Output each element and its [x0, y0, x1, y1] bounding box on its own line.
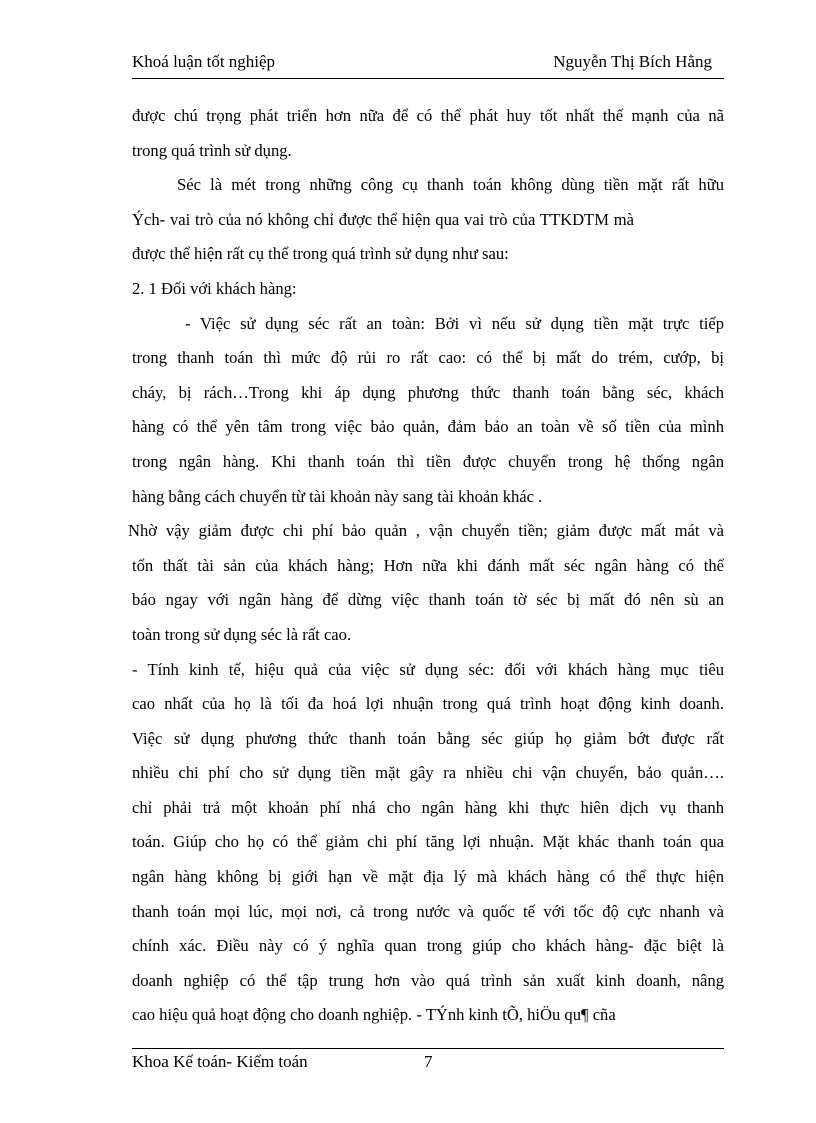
- body-line: Séc là mét trong những công cụ thanh toán không dùng tiền mặt rất hữu: [177, 175, 724, 195]
- body-line: tổn thất tài sản của khách hàng; Hơn nữa khi đánh mất séc ngân hàng có thể: [132, 555, 724, 575]
- body-line: toàn trong sử dụng séc là rất cao.: [132, 624, 352, 644]
- body-line: toán. Giúp cho họ có thể giảm chi phí tăng lợi nhuận. Mặt khác thanh toán qua: [132, 832, 724, 852]
- body-line: thanh toán mọi lúc, mọi nơi, cả trong nước và quốc tế với tốc độ cực nhanh và: [132, 901, 724, 921]
- body-line: chính xác. Điều này có ý nghĩa quan trong giúp cho khách hàng- đặc biệt là: [132, 936, 724, 956]
- body-line: cao nhất của họ là tối đa hoá lợi nhuận trong quá trình hoạt động kinh doanh.: [132, 694, 724, 714]
- body-line: được thể hiện rất cụ thể trong quá trình sử dụng như sau:: [132, 244, 509, 264]
- document-body: [128, 99, 724, 1033]
- body-line: được chú trọng phát triển hơn nữa để có thể phát huy tốt nhất thế mạnh của nã: [132, 106, 724, 125]
- body-line: Việc sử dụng phương thức thanh toán bằng séc giúp họ giảm bớt được rất: [132, 728, 724, 748]
- body-line: chỉ phải trả một khoản phí nhá cho ngân hàng khi thực hiên dịch vụ thanh: [132, 797, 724, 817]
- body-line: - Việc sử dụng séc rất an toàn: Bởi vì nếu sử dụng tiền mặt trực tiếp: [185, 313, 724, 333]
- footer-department: Khoa Kế toán- Kiểm toán: [132, 1052, 308, 1071]
- body-line: trong quá trình sử dụng.: [132, 140, 292, 160]
- body-line: trong thanh toán thì mức độ rủi ro rất cao: có thể bị mất do trém, cướp, bị: [132, 348, 724, 368]
- body-line: Nhờ vậy giảm được chi phí bảo quản , vận chuyển tiền; giảm được mất mát và: [128, 521, 724, 541]
- body-line: - Tính kinh tế, hiệu quả của việc sử dụng séc: đối với khách hàng mục tiêu: [132, 659, 724, 679]
- section-heading: 2. 1 Đối với khách hàng:: [132, 278, 297, 298]
- page-number: 7: [424, 1052, 433, 1071]
- body-line: Ých- vai trò của nó không chỉ được thể hiện qua vai trò của TTKDTM mà: [132, 209, 634, 229]
- body-line: hàng có thể yên tâm trong việc bảo quản, đảm bảo an toàn về số tiền của mình: [132, 417, 724, 437]
- body-line: hàng bằng cách chuyển từ tài khoản này sang tài khoản khác .: [132, 486, 543, 506]
- page-footer: [132, 1048, 724, 1077]
- page-header: [132, 52, 724, 79]
- body-line: nhiều chi phí cho sử dụng tiền mặt gây ra nhiều chi vận chuyển, bảo quản….: [132, 763, 724, 783]
- body-line: báo ngay với ngân hàng để dừng việc thanh toán tờ séc bị mất đó nên sù an: [132, 590, 724, 610]
- header-thesis-title: Khoá luận tốt nghiệp: [132, 52, 276, 71]
- body-line: cháy, bị rách…Trong khi áp dụng phương thức thanh toán bằng séc, khách: [132, 382, 724, 402]
- header-author-name: Nguyễn Thị Bích Hằng: [553, 52, 712, 71]
- body-line: doanh nghiệp có thể tập trung hơn vào quá trình sản xuất kinh doanh, nâng: [132, 970, 724, 990]
- body-line: cao hiệu quả hoạt động cho doanh nghiệp. - TÝnh kinh tÕ, hiÖu qu¶ cña: [132, 1005, 616, 1025]
- body-line: ngân hàng không bị giới hạn về mặt địa lý mà khách hàng có thể thực hiện: [132, 867, 724, 887]
- body-line: trong ngân hàng. Khi thanh toán thì tiền được chuyển trong hệ thống ngân: [132, 451, 724, 471]
